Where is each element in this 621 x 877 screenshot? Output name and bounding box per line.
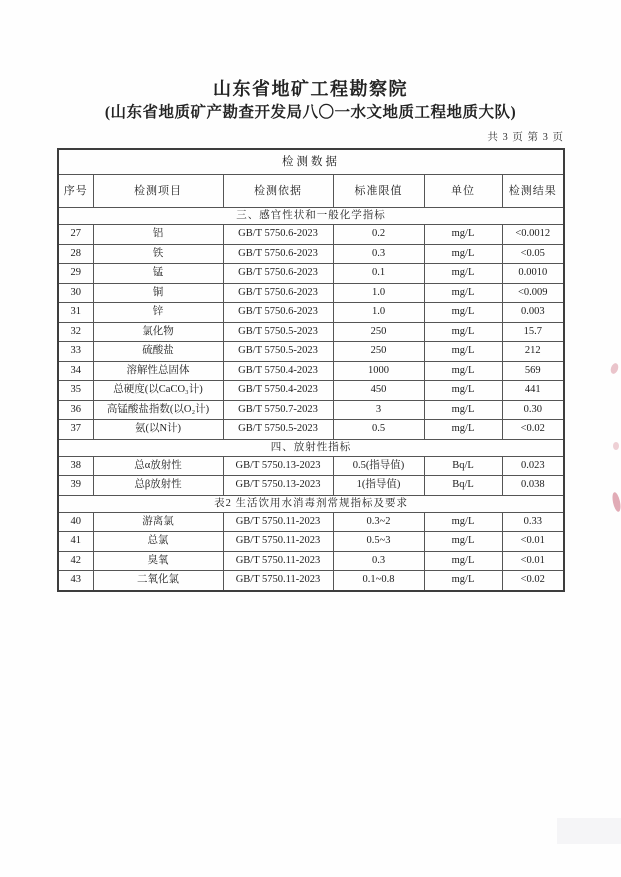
- table-title-row: [58, 149, 564, 175]
- cell-unit: Bq/L: [424, 456, 502, 476]
- section-row: [58, 208, 564, 225]
- red-stamp-mark: [613, 442, 619, 450]
- cell-method: GB/T 5750.11-2023: [223, 532, 333, 552]
- cell-limit: 1(指导值): [333, 476, 424, 496]
- cell-unit: mg/L: [424, 420, 502, 440]
- cell-item: 溶解性总固体: [93, 361, 223, 381]
- test-data-table: [57, 148, 565, 592]
- table-row: [58, 361, 564, 381]
- table-row: [58, 322, 564, 342]
- cell-limit: 0.3~2: [333, 512, 424, 532]
- table-header-row: [58, 175, 564, 208]
- table-title: 检测数据: [58, 149, 564, 175]
- cell-no: 33: [58, 342, 93, 362]
- cell-item: 二氧化氯: [93, 571, 223, 591]
- cell-no: 40: [58, 512, 93, 532]
- cell-item: 铜: [93, 283, 223, 303]
- org-title: 山东省地矿工程勘察院: [213, 79, 408, 99]
- cell-no: 30: [58, 283, 93, 303]
- cell-unit: Bq/L: [424, 476, 502, 496]
- cell-no: 43: [58, 571, 93, 591]
- cell-no: 31: [58, 303, 93, 323]
- cell-no: 29: [58, 264, 93, 284]
- cell-result: <0.01: [502, 551, 564, 571]
- column-header-unit: 单位: [424, 175, 502, 208]
- cell-item: 氨(以N计): [93, 420, 223, 440]
- table-row: [58, 400, 564, 420]
- cell-result: <0.02: [502, 420, 564, 440]
- column-header-method: 检测依据: [223, 175, 333, 208]
- cell-limit: 3: [333, 400, 424, 420]
- cell-no: 36: [58, 400, 93, 420]
- cell-method: GB/T 5750.11-2023: [223, 551, 333, 571]
- cell-method: GB/T 5750.6-2023: [223, 264, 333, 284]
- table-row: [58, 512, 564, 532]
- scan-artifact: [557, 818, 621, 844]
- cell-unit: mg/L: [424, 342, 502, 362]
- section-header: 四、放射性指标: [58, 439, 564, 456]
- cell-method: GB/T 5750.6-2023: [223, 303, 333, 323]
- cell-result: <0.0012: [502, 225, 564, 245]
- cell-method: GB/T 5750.5-2023: [223, 342, 333, 362]
- cell-result: 0.023: [502, 456, 564, 476]
- cell-item: 铁: [93, 244, 223, 264]
- cell-item: 总硬度(以CaCO₃计): [93, 381, 223, 401]
- table-row: [58, 551, 564, 571]
- cell-unit: mg/L: [424, 303, 502, 323]
- cell-item: 游离氯: [93, 512, 223, 532]
- cell-no: 32: [58, 322, 93, 342]
- table-row: [58, 225, 564, 245]
- cell-method: GB/T 5750.6-2023: [223, 244, 333, 264]
- cell-limit: 450: [333, 381, 424, 401]
- cell-limit: 250: [333, 322, 424, 342]
- cell-item: 总β放射性: [93, 476, 223, 496]
- cell-result: <0.009: [502, 283, 564, 303]
- column-header-limit: 标准限值: [333, 175, 424, 208]
- cell-limit: 1.0: [333, 303, 424, 323]
- cell-result: <0.01: [502, 532, 564, 552]
- section-header: 三、感官性状和一般化学指标: [58, 208, 564, 225]
- cell-result: 0.038: [502, 476, 564, 496]
- cell-limit: 0.3: [333, 551, 424, 571]
- cell-limit: 1.0: [333, 283, 424, 303]
- cell-limit: 0.1: [333, 264, 424, 284]
- cell-method: GB/T 5750.7-2023: [223, 400, 333, 420]
- table-row: [58, 476, 564, 496]
- cell-limit: 250: [333, 342, 424, 362]
- cell-method: GB/T 5750.5-2023: [223, 420, 333, 440]
- cell-limit: 0.1~0.8: [333, 571, 424, 591]
- cell-unit: mg/L: [424, 571, 502, 591]
- cell-method: GB/T 5750.5-2023: [223, 322, 333, 342]
- cell-no: 28: [58, 244, 93, 264]
- cell-unit: mg/L: [424, 322, 502, 342]
- cell-no: 39: [58, 476, 93, 496]
- section-header: 表2 生活饮用水消毒剂常规指标及要求: [58, 495, 564, 512]
- org-subtitle: (山东省地质矿产勘查开发局八〇一水文地质工程地质大队): [104, 104, 517, 121]
- section-row: [58, 439, 564, 456]
- cell-item: 氯化物: [93, 322, 223, 342]
- cell-result: 15.7: [502, 322, 564, 342]
- cell-no: 34: [58, 361, 93, 381]
- table-row: [58, 264, 564, 284]
- cell-unit: mg/L: [424, 400, 502, 420]
- table-row: [58, 532, 564, 552]
- cell-unit: mg/L: [424, 361, 502, 381]
- cell-result: <0.02: [502, 571, 564, 591]
- cell-method: GB/T 5750.13-2023: [223, 456, 333, 476]
- cell-item: 锌: [93, 303, 223, 323]
- cell-limit: 0.3: [333, 244, 424, 264]
- cell-item: 高锰酸盐指数(以O₂计): [93, 400, 223, 420]
- cell-method: GB/T 5750.6-2023: [223, 225, 333, 245]
- cell-result: 441: [502, 381, 564, 401]
- cell-unit: mg/L: [424, 264, 502, 284]
- table-row: [58, 303, 564, 323]
- cell-no: 37: [58, 420, 93, 440]
- cell-result: 212: [502, 342, 564, 362]
- cell-method: GB/T 5750.11-2023: [223, 512, 333, 532]
- cell-limit: 0.5(指导值): [333, 456, 424, 476]
- section-row: [58, 495, 564, 512]
- cell-method: GB/T 5750.4-2023: [223, 361, 333, 381]
- cell-result: 0.33: [502, 512, 564, 532]
- cell-limit: 1000: [333, 361, 424, 381]
- cell-unit: mg/L: [424, 244, 502, 264]
- cell-method: GB/T 5750.6-2023: [223, 283, 333, 303]
- cell-item: 臭氧: [93, 551, 223, 571]
- page-indicator: 共 3 页 第 3 页: [487, 132, 564, 143]
- cell-result: 0.0010: [502, 264, 564, 284]
- cell-method: GB/T 5750.4-2023: [223, 381, 333, 401]
- cell-limit: 0.2: [333, 225, 424, 245]
- table-row: [58, 420, 564, 440]
- cell-method: GB/T 5750.11-2023: [223, 571, 333, 591]
- table-row: [58, 342, 564, 362]
- cell-item: 锰: [93, 264, 223, 284]
- column-header-item: 检测项目: [93, 175, 223, 208]
- cell-unit: mg/L: [424, 283, 502, 303]
- cell-unit: mg/L: [424, 225, 502, 245]
- table-row: [58, 283, 564, 303]
- cell-unit: mg/L: [424, 381, 502, 401]
- cell-no: 42: [58, 551, 93, 571]
- column-header-no: 序号: [58, 175, 93, 208]
- cell-unit: mg/L: [424, 512, 502, 532]
- cell-no: 38: [58, 456, 93, 476]
- table-row: [58, 244, 564, 264]
- cell-no: 35: [58, 381, 93, 401]
- cell-limit: 0.5: [333, 420, 424, 440]
- cell-method: GB/T 5750.13-2023: [223, 476, 333, 496]
- cell-limit: 0.5~3: [333, 532, 424, 552]
- cell-result: 569: [502, 361, 564, 381]
- table-row: [58, 456, 564, 476]
- cell-no: 41: [58, 532, 93, 552]
- cell-unit: mg/L: [424, 551, 502, 571]
- cell-item: 总α放射性: [93, 456, 223, 476]
- red-stamp-mark: [611, 491, 621, 512]
- cell-result: <0.05: [502, 244, 564, 264]
- column-header-result: 检测结果: [502, 175, 564, 208]
- cell-unit: mg/L: [424, 532, 502, 552]
- cell-item: 总氯: [93, 532, 223, 552]
- red-stamp-mark: [609, 362, 619, 375]
- cell-item: 硫酸盐: [93, 342, 223, 362]
- cell-result: 0.003: [502, 303, 564, 323]
- cell-result: 0.30: [502, 400, 564, 420]
- cell-item: 铝: [93, 225, 223, 245]
- table-row: [58, 381, 564, 401]
- cell-no: 27: [58, 225, 93, 245]
- table-row: [58, 571, 564, 591]
